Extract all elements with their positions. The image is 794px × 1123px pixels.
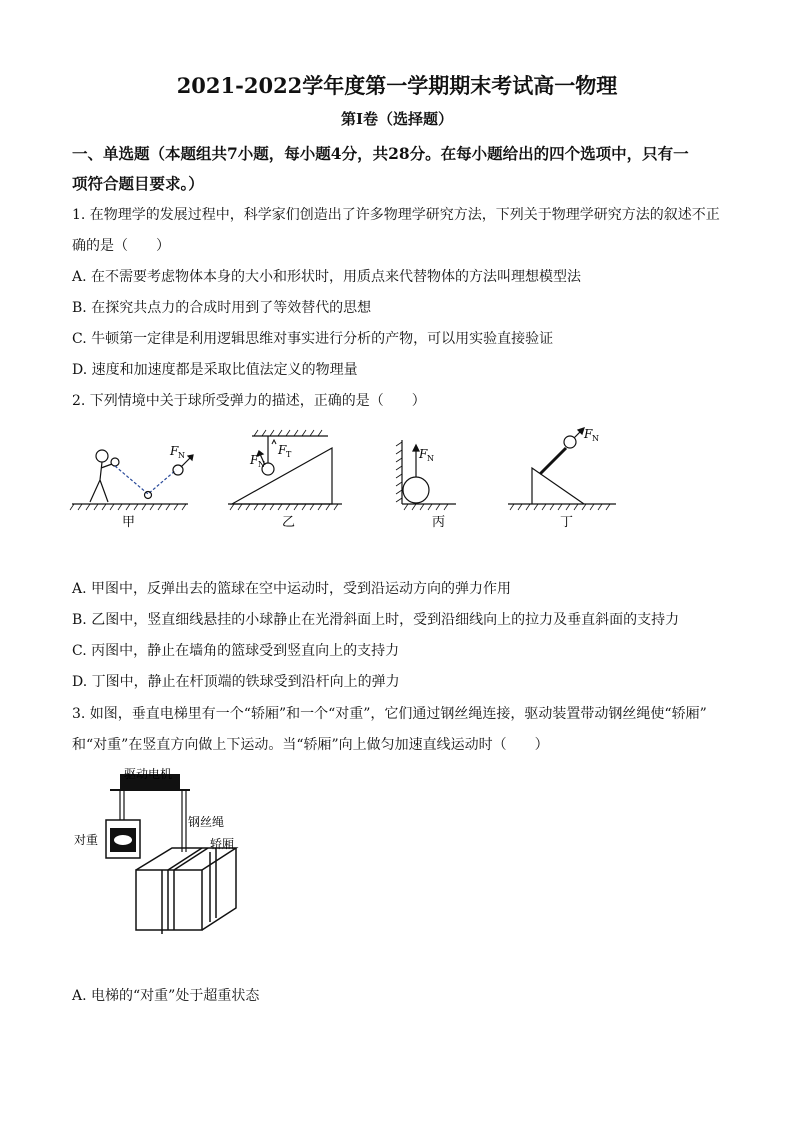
force-label-yi-t: F bbox=[278, 443, 287, 457]
q2-option-d: D. 丁图中，静止在杆顶端的铁球受到沿杆向上的弹力 bbox=[72, 674, 400, 690]
q1-option-a: A. 在不需要考虑物体本身的大小和形状时，用质点来代替物体的方法叫理想模型法 bbox=[72, 269, 582, 285]
counterweight-shape bbox=[106, 820, 140, 858]
force-sub-jia: N bbox=[178, 451, 185, 460]
q3-elevator-figure bbox=[70, 762, 280, 934]
caption-bing: 丙 bbox=[432, 515, 446, 530]
q3-stem-line2: 和“对重”在竖直方向做上下运动。当“轿厢”向上做匀加速直线运动时（ ） bbox=[72, 737, 549, 753]
force-label-ding: F bbox=[584, 427, 593, 441]
car-shape bbox=[136, 848, 236, 934]
force-sub-yi-n: N bbox=[258, 460, 265, 469]
figure-yi bbox=[228, 430, 342, 510]
q2-option-c: C. 丙图中，静止在墙角的篮球受到竖直向上的支持力 bbox=[72, 643, 400, 659]
force-label-jia: F bbox=[170, 444, 179, 458]
q3-stem-line1: 3. 如图，垂直电梯里有一个“轿厢”和一个“对重”，它们通过钢丝绳连接，驱动装置带动钢丝绳使“轿厢” bbox=[72, 706, 707, 722]
figure-jia bbox=[70, 450, 193, 510]
force-sub-ding: N bbox=[592, 434, 599, 443]
exam-title: 2021-2022学年度第一学期期末考试高一物理 bbox=[176, 73, 618, 98]
q2-option-a: A. 甲图中，反弹出去的篮球在空中运动时，受到沿运动方向的弹力作用 bbox=[72, 581, 512, 597]
force-label-bing: F bbox=[419, 447, 428, 461]
label-counterweight: 对重 bbox=[74, 833, 99, 847]
q1-option-b: B. 在探究共点力的合成时用到了等效替代的思想 bbox=[72, 300, 372, 316]
label-car: 轿厢 bbox=[210, 837, 235, 851]
q1-stem-line1: 1. 在物理学的发展过程中，科学家们创造出了许多物理学研究方法，下列关于物理学研究方法的叙述不正 bbox=[72, 207, 720, 223]
q2-figure bbox=[60, 418, 620, 530]
force-sub-bing: N bbox=[427, 454, 434, 463]
q2-stem-line1: 2. 下列情境中关于球所受弹力的描述，正确的是（ ） bbox=[72, 393, 426, 409]
section-header-line2: 项符合题目要求。） bbox=[72, 174, 204, 193]
q1-option-d: D. 速度和加速度都是采取比值法定义的物理量 bbox=[72, 362, 358, 378]
label-rope: 钢丝绳 bbox=[188, 815, 225, 829]
caption-ding: 丁 bbox=[560, 515, 574, 530]
force-sub-yi-t: T bbox=[286, 450, 292, 459]
caption-yi: 乙 bbox=[282, 515, 296, 530]
q3-option-a: A. 电梯的“对重”处于超重状态 bbox=[72, 988, 260, 1004]
caption-jia: 甲 bbox=[122, 515, 136, 530]
q2-option-b: B. 乙图中，竖直细线悬挂的小球静止在光滑斜面上时，受到沿细线向上的拉力及垂直斜面的支持力 bbox=[72, 612, 680, 628]
figure-ding bbox=[508, 428, 616, 510]
section-header-line1: 一、单选题（本题组共7小题，每小题4分，共28分。在每小题给出的四个选项中，只有一 bbox=[72, 144, 689, 163]
q1-stem-line2: 确的是（ ） bbox=[72, 238, 170, 254]
label-motor: 驱动电机 bbox=[124, 767, 173, 781]
volume-title: 第Ⅰ卷（选择题） bbox=[340, 110, 454, 128]
force-label-yi-n: F bbox=[250, 453, 259, 467]
q1-option-c: C. 牛顿第一定律是利用逻辑思维对事实进行分析的产物，可以用实验直接验证 bbox=[72, 331, 554, 347]
